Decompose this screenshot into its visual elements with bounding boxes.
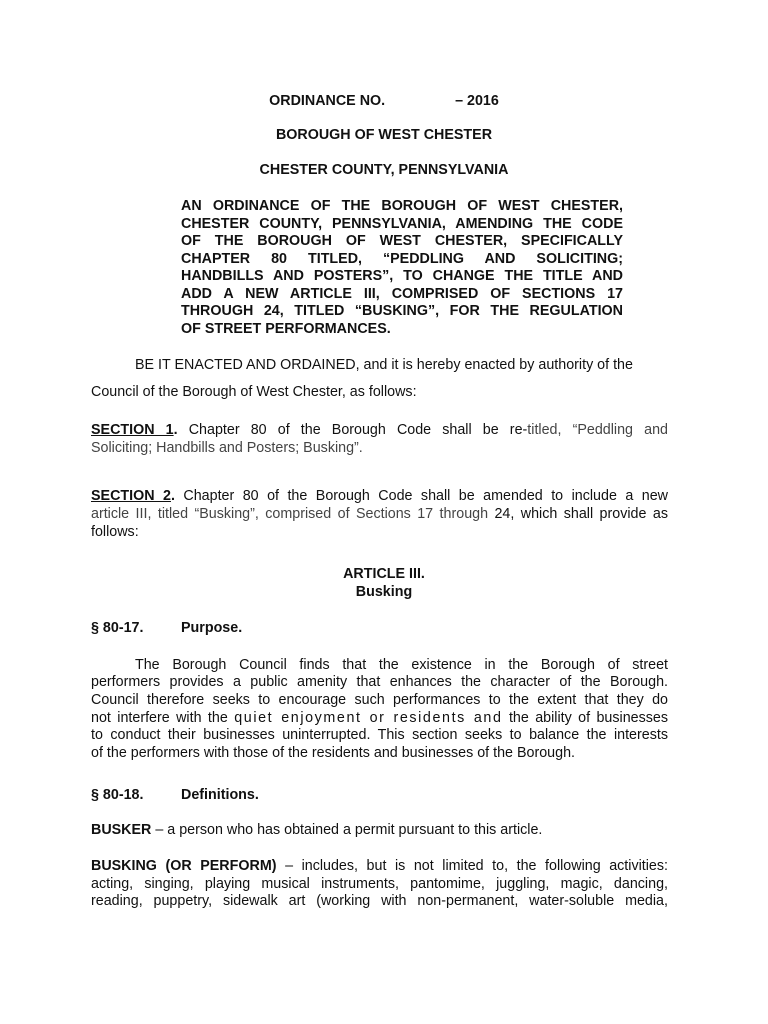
section-2-line: SECTION 2. Chapter 80 of the Borough Code shall be amended to include a new	[91, 488, 668, 504]
ordinance-year: – 2016	[455, 93, 499, 109]
section-1-line: SECTION 1. Chapter 80 of the Borough Code shall be re-titled, “Peddling and	[91, 422, 668, 438]
definition-busking-line: acting, singing, playing musical instruments, pantomime, juggling, magic, dancing,	[91, 876, 668, 892]
ordinance-no-label: ORDINANCE NO.	[269, 93, 386, 109]
section-2-label: SECTION 2	[91, 488, 171, 504]
section-2-line	[91, 506, 668, 524]
summary-line: OF THE BOROUGH OF WEST CHESTER, SPECIFICALLY	[181, 233, 623, 249]
summary-line: CHAPTER 80 TITLED, “PEDDLING AND SOLICITING;	[181, 251, 623, 267]
summary-line: ADD A NEW ARTICLE III, COMPRISED OF SECTIONS 17	[181, 286, 623, 302]
purpose-line: performers provides a public amenity that enhances the character of the Borough.	[91, 674, 668, 690]
purpose-line: Council therefore seeks to encourage such performances to the extent that they do	[91, 692, 668, 708]
summary-line: HANDBILLS AND POSTERS”, TO CHANGE THE TITLE AND	[181, 268, 623, 284]
section-number: § 80-17.	[91, 620, 144, 636]
section-1-line: Soliciting; Handbills and Posters; Busking”.	[91, 440, 363, 456]
definition-busking-line	[91, 858, 668, 876]
definition-text: – a person who has obtained a permit pursuant to this article.	[155, 822, 543, 838]
section-2-text: Chapter 80 of the Borough Code shall be amended to include a new	[183, 488, 668, 504]
purpose-line: The Borough Council finds that the existence in the Borough of street	[135, 657, 668, 673]
section-1-text: titled, “Peddling and	[527, 422, 668, 438]
purpose-line: of the performers with those of the residents and businesses of the Borough.	[91, 745, 575, 761]
purpose-line: to conduct their businesses uninterrupted. This section seeks to balance the interests	[91, 727, 668, 743]
section-heading: Definitions.	[181, 787, 259, 803]
purpose-text: the ability of businesses	[508, 710, 668, 726]
county-heading: CHESTER COUNTY, PENNSYLVANIA	[259, 162, 509, 178]
section-number: § 80-18.	[91, 787, 144, 803]
article-subtitle: Busking	[355, 584, 413, 600]
summary-line: CHESTER COUNTY, PENNSYLVANIA, AMENDING THE CODE	[181, 216, 623, 232]
borough-heading: BOROUGH OF WEST CHESTER	[275, 127, 493, 143]
section-2-line: follows:	[91, 524, 139, 540]
definition-text: – includes, but is not limited to, the following activities:	[285, 858, 668, 874]
definition-busking-line: reading, puppetry, sidewalk art (working with non-permanent, water-soluble media,	[91, 893, 668, 909]
ordinance-number-heading	[0, 93, 768, 111]
summary-line: AN ORDINANCE OF THE BOROUGH OF WEST CHESTER,	[181, 198, 623, 214]
article-title: ARTICLE III.	[343, 566, 425, 582]
definition-term: BUSKER	[91, 822, 152, 838]
section-2-text: article III, titled “Busking”, comprised of Sections 17 through	[91, 506, 489, 522]
section-2-text: 24, which shall provide as	[494, 506, 668, 522]
summary-line: THROUGH 24, TITLED “BUSKING”, FOR THE REGULATION	[181, 303, 623, 319]
enactment-line: BE IT ENACTED AND ORDAINED, and it is hereby enacted by authority of the	[135, 357, 633, 373]
purpose-text: quiet enjoyment or residents and	[234, 710, 503, 726]
section-1-label: SECTION 1	[91, 422, 174, 438]
definition-busker	[91, 822, 542, 840]
enactment-line: Council of the Borough of West Chester, as follows:	[91, 384, 417, 400]
purpose-text: not interfere with the	[91, 710, 228, 726]
purpose-line	[91, 710, 668, 728]
section-1-text: Chapter 80 of the Borough Code shall be re-	[188, 422, 528, 438]
definition-term: BUSKING (OR PERFORM)	[91, 858, 277, 874]
summary-line: OF STREET PERFORMANCES.	[181, 321, 391, 337]
section-heading: Purpose.	[181, 620, 243, 636]
